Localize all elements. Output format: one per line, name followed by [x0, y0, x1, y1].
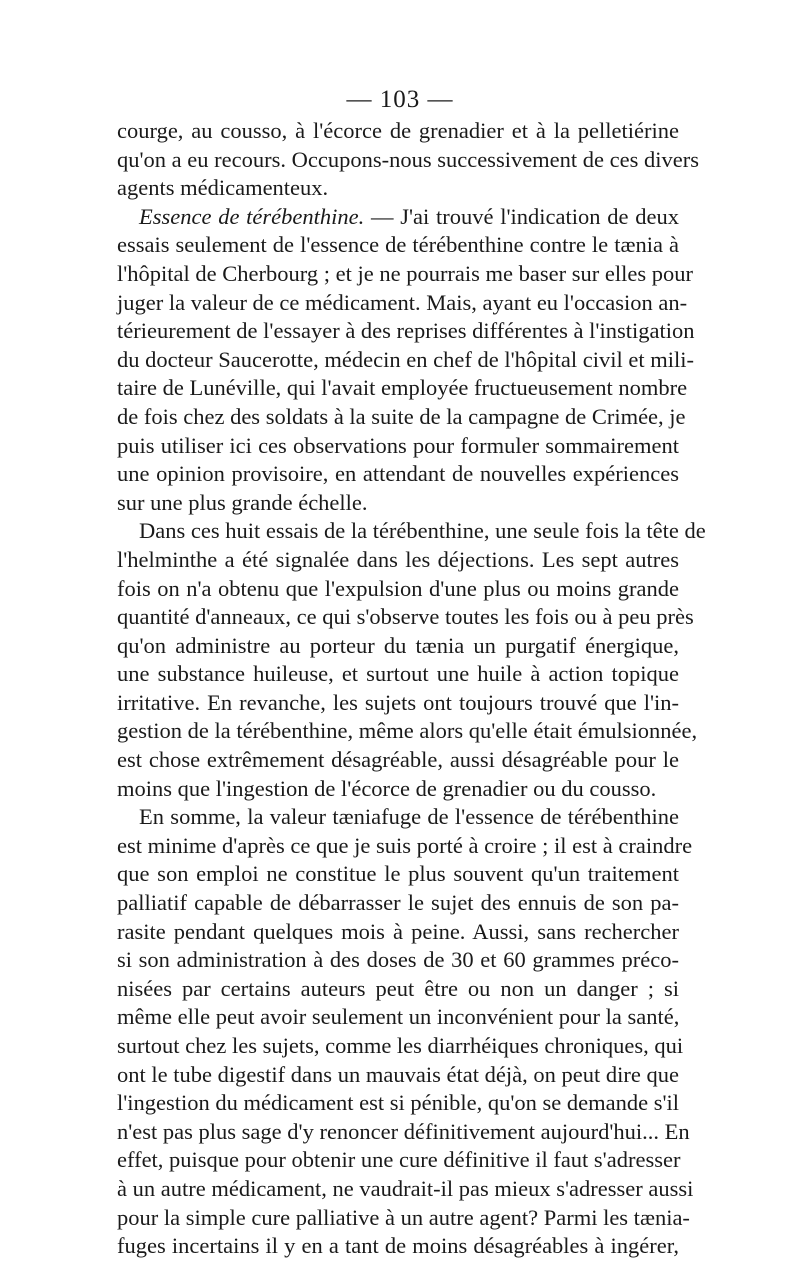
text-line: [117, 203, 679, 232]
text-line: [117, 860, 679, 889]
text-line: [117, 174, 679, 203]
line-text: l'helminthe a été signalée dans les déjections. Les sept autres: [117, 546, 679, 572]
line-text: juger la valeur de ce médicament. Mais, ayant eu l'occasion an-: [117, 289, 688, 315]
text-line: [117, 403, 686, 432]
text-line: [117, 489, 679, 518]
text-line: [117, 975, 679, 1004]
text-line: [117, 146, 700, 175]
text-line: [117, 460, 679, 489]
text-line: [117, 1204, 690, 1233]
paragraph: [117, 203, 695, 518]
line-text: que son emploi ne constitue le plus souvent qu'un traitement: [117, 861, 679, 887]
line-text: courge, au cousso, à l'écorce de grenadier et à la pelletiérine: [117, 118, 679, 143]
text-line: [117, 918, 679, 947]
text-line: [117, 746, 679, 775]
section-heading-italic: Essence de térébenthine.: [139, 203, 365, 229]
paragraph: [117, 117, 700, 203]
line-text: fuges incertains il y en a tant de moins désagréables à ingérer,: [117, 1233, 679, 1259]
text-line: [117, 832, 693, 861]
line-text: essais seulement de l'essence de térébenthine contre le tænia à: [117, 232, 679, 258]
text-line: [117, 260, 693, 289]
line-text: palliatif capable de débarrasser le sujet des ennuis de son pa-: [117, 890, 679, 916]
line-text: ont le tube digestif dans un mauvais état déjà, on peut dire que: [117, 1061, 679, 1087]
text-line: [117, 889, 679, 918]
line-text: une opinion provisoire, en attendant de nouvelles expériences: [117, 461, 679, 487]
paragraph: [117, 517, 706, 803]
line-text: puis utiliser ici ces observations pour formuler sommairement: [117, 432, 679, 458]
line-text: sur une plus grande échelle.: [117, 489, 368, 515]
body-text: [117, 117, 706, 1261]
text-line: [117, 1118, 690, 1147]
text-line: [117, 317, 695, 346]
line-text: de fois chez des soldats à la suite de la campagne de Crimée, je: [117, 403, 686, 429]
text-line: [117, 1146, 679, 1175]
line-text: pour la simple cure palliative à un autre agent? Parmi les tænia-: [117, 1204, 690, 1230]
text-line: [117, 575, 679, 604]
text-line: [117, 603, 694, 632]
line-text: l'ingestion du médicament est si pénible, qu'on se demande s'il: [117, 1090, 680, 1116]
text-line: [117, 432, 679, 461]
line-text: est chose extrêmement désagréable, aussi désagréable pour le: [117, 747, 679, 773]
text-line: [117, 546, 679, 575]
text-line: [117, 717, 698, 746]
text-line: [117, 660, 679, 689]
text-line: [117, 374, 688, 403]
paragraph: [117, 803, 694, 1261]
line-text: à un autre médicament, ne vaudrait-il pas mieux s'adresser aussi: [117, 1175, 694, 1201]
line-text: En somme, la valeur tæniafuge de l'essence de térébenthine: [139, 804, 679, 830]
line-text: si son administration à des doses de 30 et 60 grammes préco-: [117, 947, 679, 973]
line-text: qu'on a eu recours. Occupons-nous successivement de ces divers: [117, 146, 700, 172]
line-text: rasite pendant quelques mois à peine. Aussi, sans rechercher: [117, 918, 679, 944]
line-text: taire de Lunéville, qui l'avait employée fructueusement nombre: [117, 375, 688, 401]
line-text: — J'ai trouvé l'indication de deux: [364, 203, 679, 229]
text-line: [117, 117, 679, 146]
line-text: irritative. En revanche, les sujets ont toujours trouvé que l'in-: [117, 689, 679, 715]
line-text: est minime d'après ce que je suis porté à croire ; il est à craindre: [117, 832, 693, 858]
line-text: du docteur Saucerotte, médecin en chef de l'hôpital civil et mili-: [117, 346, 694, 372]
line-text: n'est pas plus sage d'y renoncer définitivement aujourd'hui... En: [117, 1118, 690, 1144]
line-text: l'hôpital de Cherbourg ; et je ne pourrais me baser sur elles pour: [117, 260, 693, 286]
line-text: une substance huileuse, et surtout une huile à action topique: [117, 661, 679, 687]
text-line: [117, 632, 679, 661]
line-text: quantité d'anneaux, ce qui s'observe toutes les fois ou à peu près: [117, 604, 694, 630]
line-text: nisées par certains auteurs peut être ou non un danger ; si: [117, 975, 679, 1001]
text-line: [117, 1003, 679, 1032]
text-line: [117, 1032, 684, 1061]
line-text: surtout chez les sujets, comme les diarrhéiques chroniques, qui: [117, 1033, 684, 1058]
text-line: [117, 803, 679, 832]
line-text: gestion de la térébenthine, même alors qu'elle était émulsionnée,: [117, 718, 698, 744]
line-text: qu'on administre au porteur du tænia un purgatif énergique,: [117, 632, 679, 658]
text-line: [117, 946, 679, 975]
line-text: même elle peut avoir seulement un inconvénient pour la santé,: [117, 1004, 680, 1030]
text-line: [117, 231, 679, 260]
text-line: [117, 1232, 679, 1261]
line-text: fois on n'a obtenu que l'expulsion d'une plus ou moins grande: [117, 575, 679, 601]
line-text: agents médicamenteux.: [117, 175, 329, 201]
text-line: [117, 1089, 679, 1118]
text-line: [117, 346, 694, 375]
text-line: [117, 689, 679, 718]
text-line: [117, 289, 688, 318]
line-text: Dans ces huit essais de la térébenthine, une seule fois la tête de: [139, 518, 706, 544]
text-line: [117, 1175, 694, 1204]
text-line: [117, 1061, 679, 1090]
line-text: moins que l'ingestion de l'écorce de grenadier ou du cousso.: [117, 775, 657, 801]
line-text: effet, puisque pour obtenir une cure définitive il faut s'adresser: [117, 1147, 681, 1173]
page-number: — 103 —: [346, 86, 454, 113]
text-line: [117, 775, 679, 804]
line-text: térieurement de l'essayer à des reprises différentes à l'instigation: [117, 318, 695, 344]
text-line: [117, 517, 706, 546]
